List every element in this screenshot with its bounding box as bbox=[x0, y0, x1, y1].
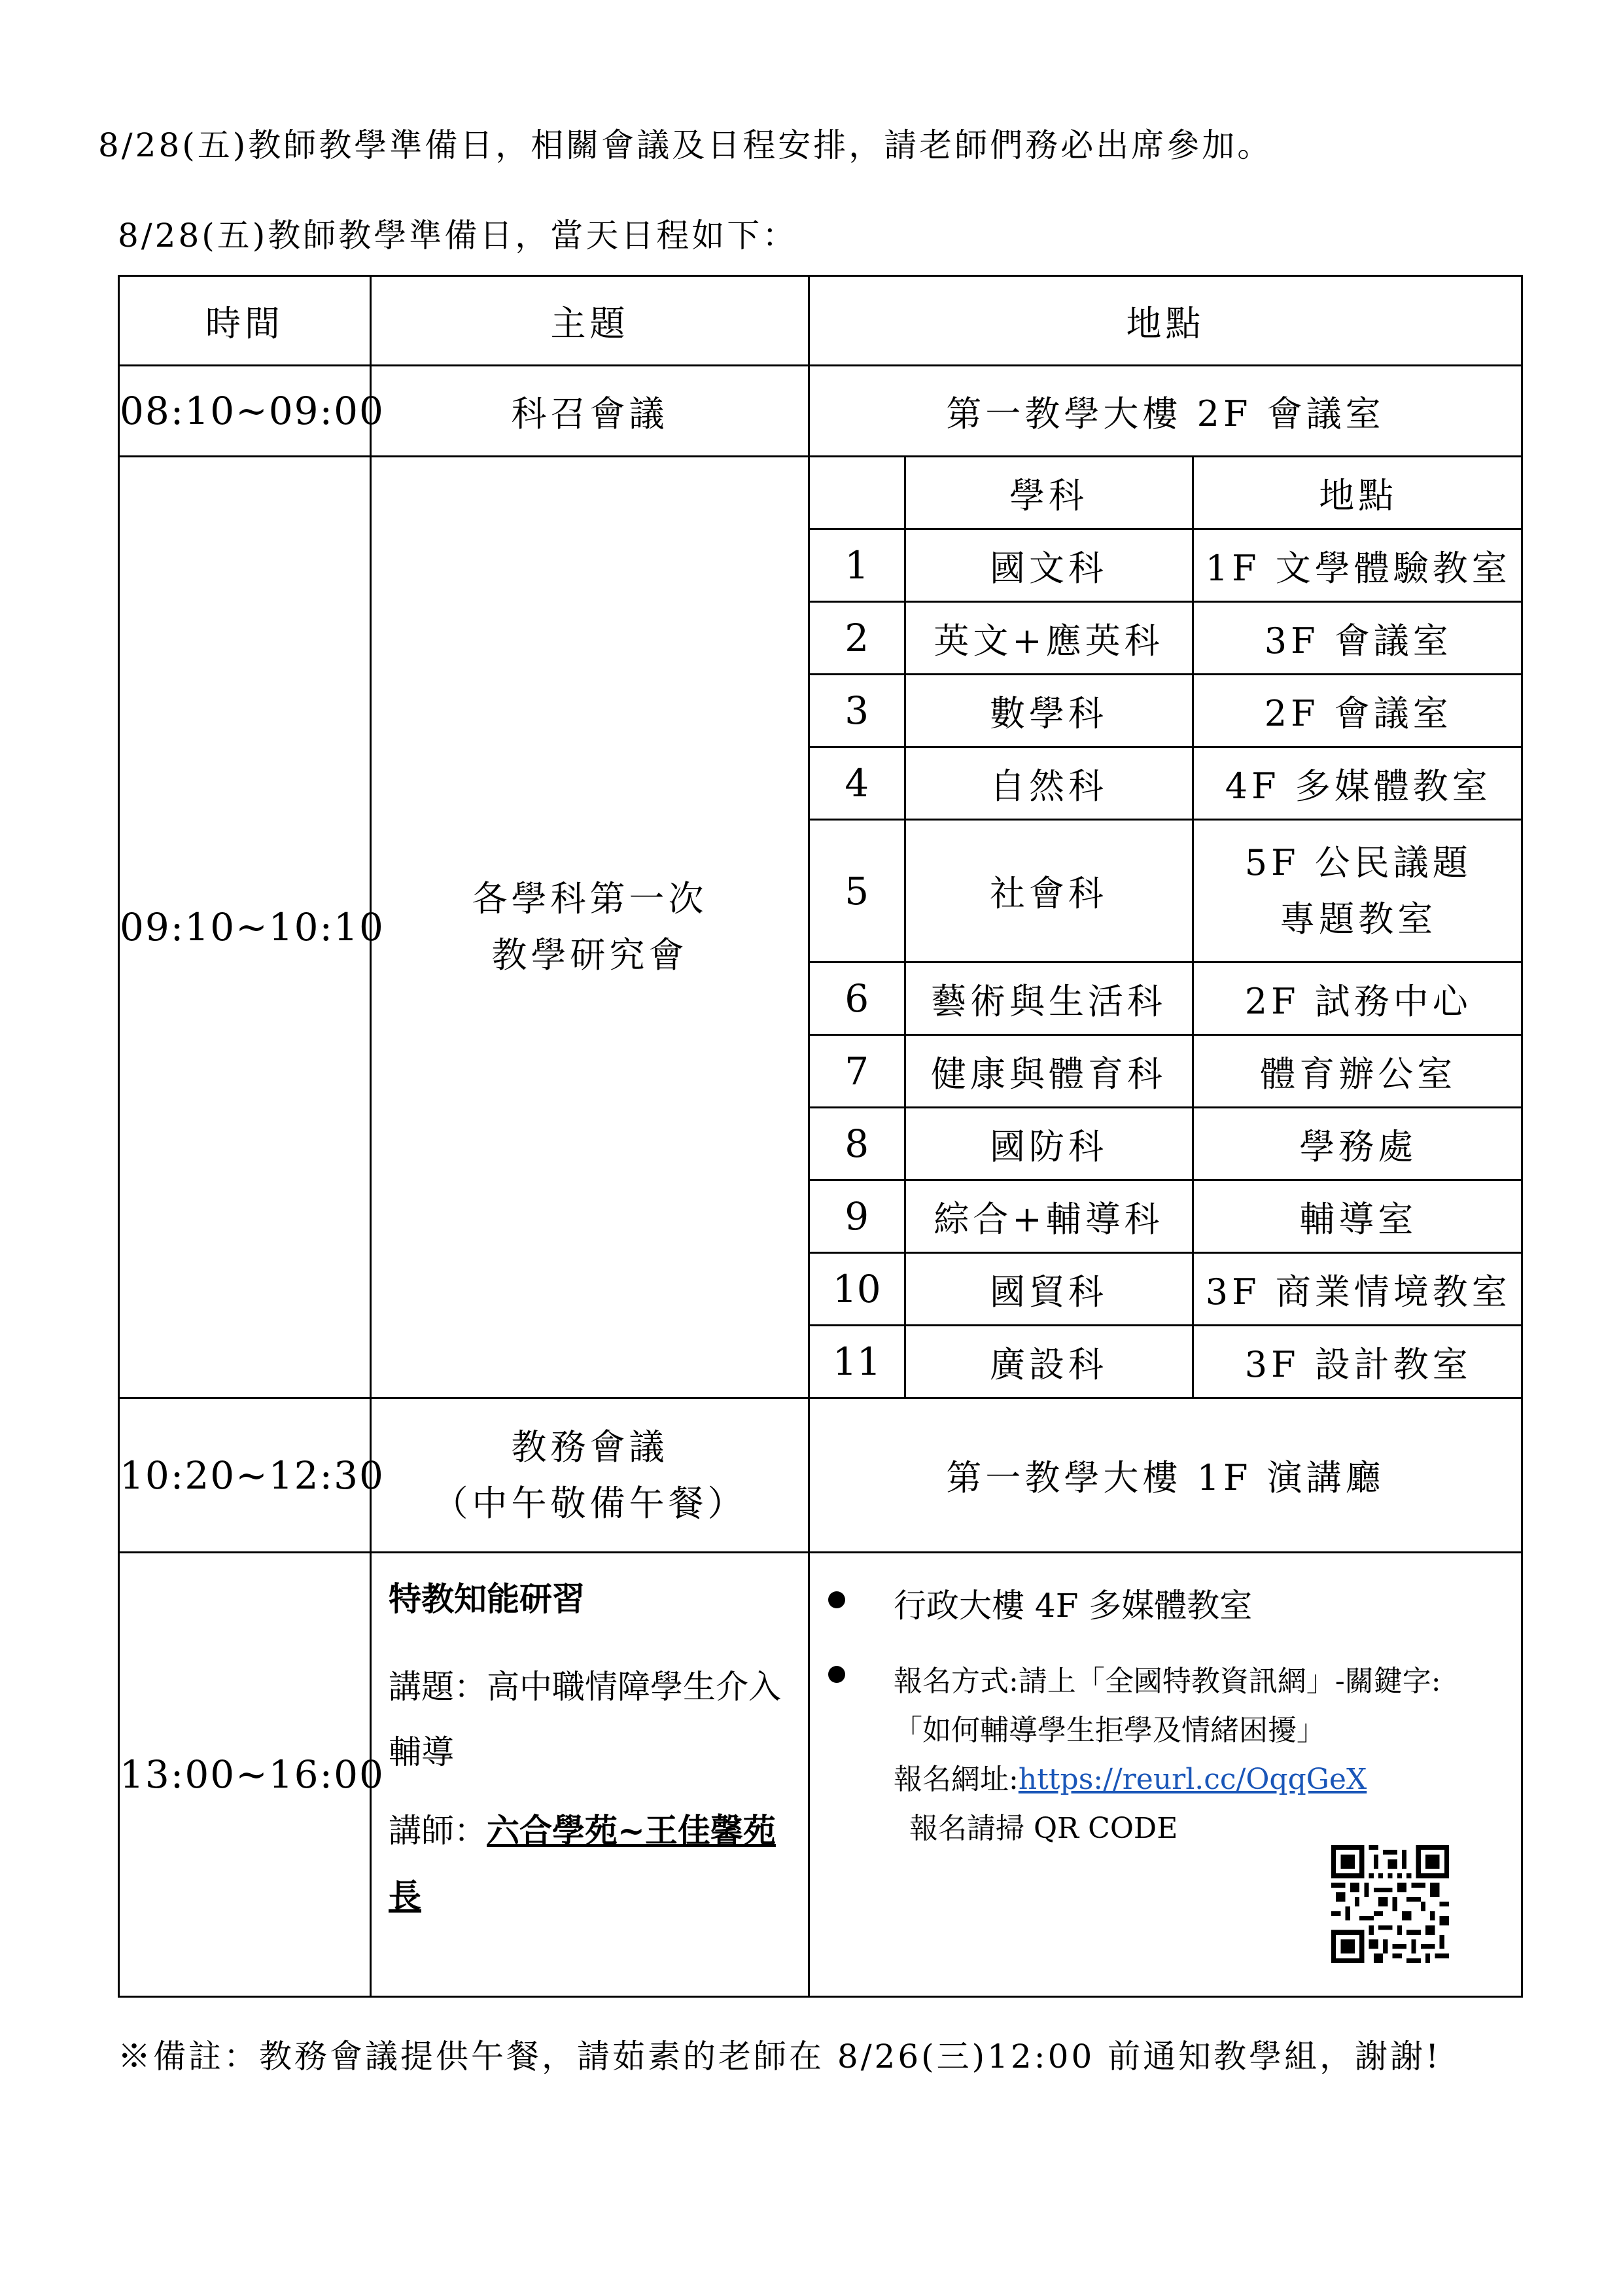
workshop-subject: 講題：高中職情障學生介入輔導 bbox=[389, 1668, 781, 1771]
subject-num: 3 bbox=[810, 675, 905, 747]
schedule-table bbox=[118, 275, 1523, 1998]
subject-name: 社會科 bbox=[905, 820, 1193, 963]
schedule-intro-line: 8/28(五)教師教學準備日，當天日程如下： bbox=[118, 217, 798, 255]
subject-location: 體育辦公室 bbox=[1193, 1035, 1523, 1108]
table-row bbox=[119, 1553, 1522, 1997]
row3-topic-line2: （中午敬備午餐） bbox=[432, 1482, 747, 1524]
row3-topic bbox=[371, 1398, 809, 1553]
registration-text bbox=[894, 1657, 1441, 1853]
subject-num: 9 bbox=[810, 1180, 905, 1253]
bullet-registration bbox=[823, 1657, 1508, 1853]
bullet-icon bbox=[828, 1591, 845, 1608]
registration-link[interactable]: https://reurl.cc/OqqGeX bbox=[1018, 1763, 1367, 1796]
list-item bbox=[810, 820, 1523, 963]
list-item bbox=[810, 747, 1523, 820]
subject-num: 2 bbox=[810, 602, 905, 675]
subject-num: 11 bbox=[810, 1326, 905, 1398]
registration-qr-text: 報名請掃 QR CODE bbox=[909, 1812, 1178, 1845]
header-location: 地點 bbox=[809, 276, 1522, 366]
row3-topic-line1: 教務會議 bbox=[511, 1426, 669, 1468]
table-header-row bbox=[119, 276, 1522, 366]
row2-topic-line1: 各學科第一次 bbox=[472, 878, 708, 919]
workshop-title: 特教知能研習 bbox=[389, 1580, 585, 1618]
subject-name: 廣設科 bbox=[905, 1326, 1193, 1398]
list-item bbox=[810, 1035, 1523, 1108]
list-item bbox=[810, 1108, 1523, 1180]
subject-name: 健康與體育科 bbox=[905, 1035, 1193, 1108]
subject-num: 7 bbox=[810, 1035, 905, 1108]
row1-time: 08:10~09:00 bbox=[119, 366, 371, 457]
footer-note: ※備註：教務會議提供午餐，請茹素的老師在 8/26(三)12:00 前通知教學組，謝謝! bbox=[118, 2038, 1442, 2075]
subject-location: 輔導室 bbox=[1193, 1180, 1523, 1253]
speaker-name: 六合學苑~王佳馨苑長 bbox=[389, 1811, 776, 1915]
subject-num: 8 bbox=[810, 1108, 905, 1180]
table-row bbox=[119, 366, 1522, 457]
row1-topic: 科召會議 bbox=[371, 366, 809, 457]
subject-name: 數學科 bbox=[905, 675, 1193, 747]
subject-location: 3F 商業情境教室 bbox=[1193, 1253, 1523, 1326]
subjects-header-row bbox=[810, 457, 1523, 529]
subject-name: 國防科 bbox=[905, 1108, 1193, 1180]
header-topic: 主題 bbox=[371, 276, 809, 366]
subject-location: 學務處 bbox=[1193, 1108, 1523, 1180]
subject-location: 3F 設計教室 bbox=[1193, 1326, 1523, 1398]
registration-url-line bbox=[894, 1755, 1441, 1804]
bullet-location-text: 行政大樓 4F 多媒體教室 bbox=[894, 1587, 1253, 1625]
bullet-icon bbox=[828, 1666, 845, 1683]
list-item bbox=[810, 1180, 1523, 1253]
workshop-speaker bbox=[389, 1798, 796, 1929]
registration-keyword: 「如何輔導學生拒學及情緒困擾」 bbox=[894, 1714, 1325, 1747]
speaker-label: 講師： bbox=[389, 1812, 487, 1850]
row2-time: 09:10~10:10 bbox=[119, 457, 371, 1398]
row3-time: 10:20~12:30 bbox=[119, 1398, 371, 1553]
list-item bbox=[810, 1253, 1523, 1326]
subject-name: 國貿科 bbox=[905, 1253, 1193, 1326]
subject-location-line1: 5F 公民議題 bbox=[1244, 841, 1472, 883]
registration-url-label: 報名網址: bbox=[894, 1763, 1019, 1796]
subject-num-header bbox=[810, 457, 905, 529]
subjects-table bbox=[810, 457, 1523, 1397]
subject-num: 1 bbox=[810, 529, 905, 602]
subjects-cell bbox=[809, 457, 1522, 1398]
subject-name: 英文+應英科 bbox=[905, 602, 1193, 675]
subject-location: 2F 會議室 bbox=[1193, 675, 1523, 747]
row3-location: 第一教學大樓 1F 演講廳 bbox=[809, 1398, 1522, 1553]
subject-location-header: 地點 bbox=[1193, 457, 1523, 529]
row2-topic bbox=[371, 457, 809, 1398]
subject-num: 6 bbox=[810, 963, 905, 1035]
table-row bbox=[119, 457, 1522, 1398]
list-item bbox=[810, 1326, 1523, 1398]
registration-method: 報名方式:請上「全國特教資訊網」-關鍵字: bbox=[894, 1665, 1441, 1698]
intro-line: 8/28(五)教師教學準備日，相關會議及日程安排，請老師們務必出席參加。 bbox=[98, 126, 1273, 164]
subject-num: 10 bbox=[810, 1253, 905, 1326]
row4-time: 13:00~16:00 bbox=[119, 1553, 371, 1997]
subject-location: 3F 會議室 bbox=[1193, 602, 1523, 675]
subject-location bbox=[1193, 820, 1523, 963]
subject-name: 國文科 bbox=[905, 529, 1193, 602]
header-time: 時間 bbox=[119, 276, 371, 366]
subject-location: 1F 文學體驗教室 bbox=[1193, 529, 1523, 602]
list-item bbox=[810, 602, 1523, 675]
row1-location: 第一教學大樓 2F 會議室 bbox=[809, 366, 1522, 457]
subject-location: 4F 多媒體教室 bbox=[1193, 747, 1523, 820]
row2-topic-line2: 教學研究會 bbox=[491, 934, 688, 976]
subject-location: 2F 試務中心 bbox=[1193, 963, 1523, 1035]
subject-name: 綜合+輔導科 bbox=[905, 1180, 1193, 1253]
row4-topic bbox=[371, 1553, 809, 1997]
list-item bbox=[810, 675, 1523, 747]
subject-num: 5 bbox=[810, 820, 905, 963]
subject-name: 藝術與生活科 bbox=[905, 963, 1193, 1035]
list-item bbox=[810, 529, 1523, 602]
row4-location bbox=[809, 1553, 1522, 1997]
qr-code-icon[interactable] bbox=[1331, 1845, 1449, 1963]
table-row bbox=[119, 1398, 1522, 1553]
subject-header: 學科 bbox=[905, 457, 1193, 529]
subject-location-line2: 專題教室 bbox=[1280, 898, 1437, 940]
subject-num: 4 bbox=[810, 747, 905, 820]
bullet-location bbox=[823, 1580, 1508, 1627]
subject-name: 自然科 bbox=[905, 747, 1193, 820]
list-item bbox=[810, 963, 1523, 1035]
